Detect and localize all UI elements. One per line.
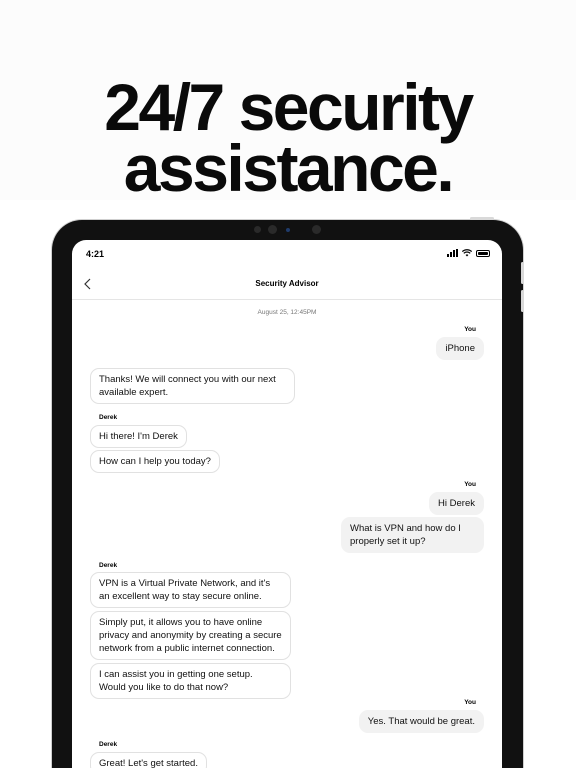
message-bubble-outgoing: Yes. That would be great. <box>359 710 484 733</box>
sender-label: You <box>464 326 476 333</box>
chat-date: August 25, 12:45PM <box>257 309 317 316</box>
tablet-screen <box>72 240 502 768</box>
sender-label: Derek <box>99 562 118 569</box>
top-button <box>470 217 494 220</box>
sensor-dot <box>254 226 261 233</box>
status-time: 4:21 <box>86 249 105 259</box>
battery-icon <box>476 250 490 257</box>
sender-label: You <box>464 481 476 488</box>
nav-bar <box>72 270 502 300</box>
wifi-icon <box>462 249 472 257</box>
sender-label: You <box>464 699 476 706</box>
message-bubble-incoming: How can I help you today? <box>90 450 220 473</box>
message-bubble-incoming: Hi there! I'm Derek <box>90 425 187 448</box>
headline-line-1: 24/7 security <box>104 70 472 144</box>
volume-up-button <box>521 262 524 284</box>
message-bubble-incoming: Thanks! We will connect you with our next available expert. <box>90 368 295 404</box>
sender-label: Derek <box>99 741 118 748</box>
message-bubble-incoming: Great! Let's get started. <box>90 752 207 768</box>
sensor-dot <box>312 225 321 234</box>
message-bubble-incoming: VPN is a Virtual Private Network, and it's an excellent way to stay secure online. <box>90 572 291 608</box>
message-bubble-outgoing: iPhone <box>436 337 484 360</box>
camera-lens <box>268 225 277 234</box>
message-bubble-incoming: I can assist you in getting one setup. Would you like to do that now? <box>90 663 291 699</box>
cellular-signal-icon <box>447 249 458 257</box>
page-title: Security Advisor <box>255 279 319 288</box>
message-bubble-outgoing: Hi Derek <box>429 492 484 515</box>
sender-label: Derek <box>99 414 118 421</box>
camera-indicator <box>286 228 290 232</box>
status-icons <box>447 249 490 257</box>
headline-line-2: assistance. <box>123 131 453 205</box>
message-bubble-incoming: Simply put, it allows you to have online privacy and anonymity by creating a secure network from a public internet connection. <box>90 611 291 660</box>
volume-down-button <box>521 290 524 312</box>
headline <box>0 0 576 205</box>
message-bubble-outgoing: What is VPN and how do I properly set it up? <box>341 517 484 553</box>
